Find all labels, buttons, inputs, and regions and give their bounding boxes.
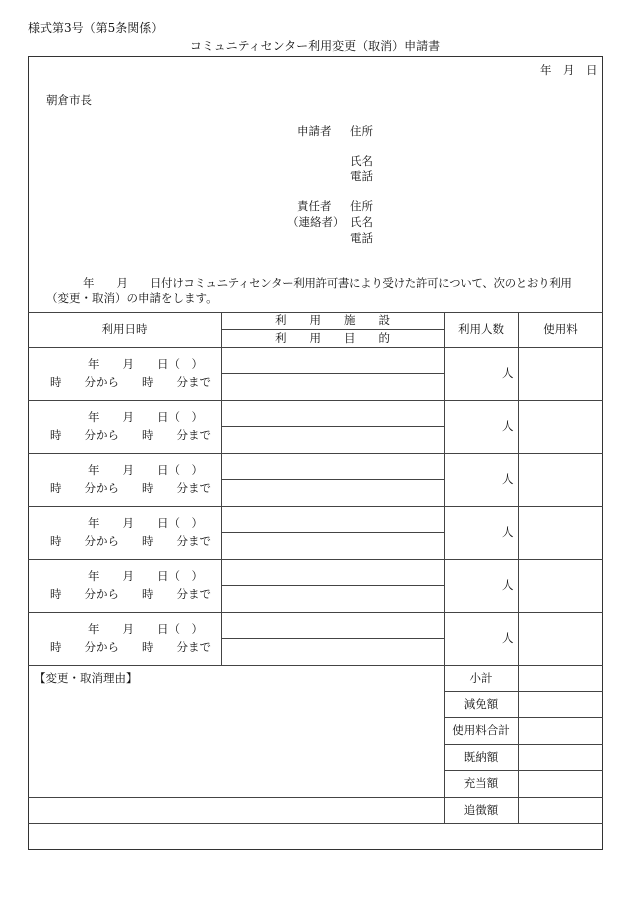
header-fee: 使用料 xyxy=(543,322,578,336)
responsible-name-label: 氏名 xyxy=(350,215,373,229)
row-time: 時 分から 時 分まで xyxy=(50,640,211,654)
row-people-unit: 人 xyxy=(502,472,514,486)
date-line: 年 月 日 xyxy=(540,63,598,77)
row-time: 時 分から 時 分まで xyxy=(50,587,211,601)
row-people-unit: 人 xyxy=(502,578,514,592)
row-people-unit: 人 xyxy=(502,419,514,433)
applicant-address-label: 住所 xyxy=(350,124,373,138)
responsible-phone-label: 電話 xyxy=(350,231,373,245)
row-time: 時 分から 時 分まで xyxy=(50,428,211,442)
row-people-unit: 人 xyxy=(502,366,514,380)
row-date: 年 月 日（ ） xyxy=(88,569,203,583)
row-date: 年 月 日（ ） xyxy=(88,622,203,636)
applicant-phone-label: 電話 xyxy=(350,169,373,183)
row-people-unit: 人 xyxy=(502,525,514,539)
responsible-address-label: 住所 xyxy=(350,199,373,213)
row-time: 時 分から 時 分まで xyxy=(50,375,211,389)
fee-additional-label: 追徴額 xyxy=(463,803,499,817)
row-date: 年 月 日（ ） xyxy=(88,410,203,424)
applicant-name-label: 氏名 xyxy=(350,154,373,168)
row-people-unit: 人 xyxy=(502,631,514,645)
row-date: 年 月 日（ ） xyxy=(88,357,203,371)
fee-subtotal-label: 小計 xyxy=(469,671,493,685)
row-date: 年 月 日（ ） xyxy=(88,516,203,530)
header-people: 利用人数 xyxy=(458,322,504,336)
header-datetime: 利用日時 xyxy=(101,322,148,336)
addressee: 朝倉市長 xyxy=(46,93,92,107)
responsible-label: 責任者 xyxy=(297,199,332,213)
header-facility: 利 用 施 設 xyxy=(275,313,390,327)
fee-reduction-label: 減免額 xyxy=(463,697,499,711)
header-purpose: 利 用 目 的 xyxy=(275,331,390,345)
fee-paid-label: 既納額 xyxy=(463,750,499,764)
row-time: 時 分から 時 分まで xyxy=(50,481,211,495)
fee-applied-label: 充当額 xyxy=(463,776,499,790)
page-title: コミュニティセンター利用変更（取消）申請書 xyxy=(189,39,441,53)
statement-line-2: （変更・取消）の申請をします。 xyxy=(46,291,218,305)
row-time: 時 分から 時 分まで xyxy=(50,534,211,548)
statement-line-1: 年 月 日付けコミュニティセンター利用許可書により受けた許可について、次のとおり利用 xyxy=(83,276,572,290)
reason-label: 【変更・取消理由】 xyxy=(34,671,138,685)
row-date: 年 月 日（ ） xyxy=(88,463,203,477)
form-number: 様式第3号（第5条関係） xyxy=(28,21,164,35)
applicant-label: 申請者 xyxy=(297,124,332,138)
responsible-sublabel: （連絡者） xyxy=(287,215,345,229)
fee-total-label: 使用料合計 xyxy=(452,723,510,737)
